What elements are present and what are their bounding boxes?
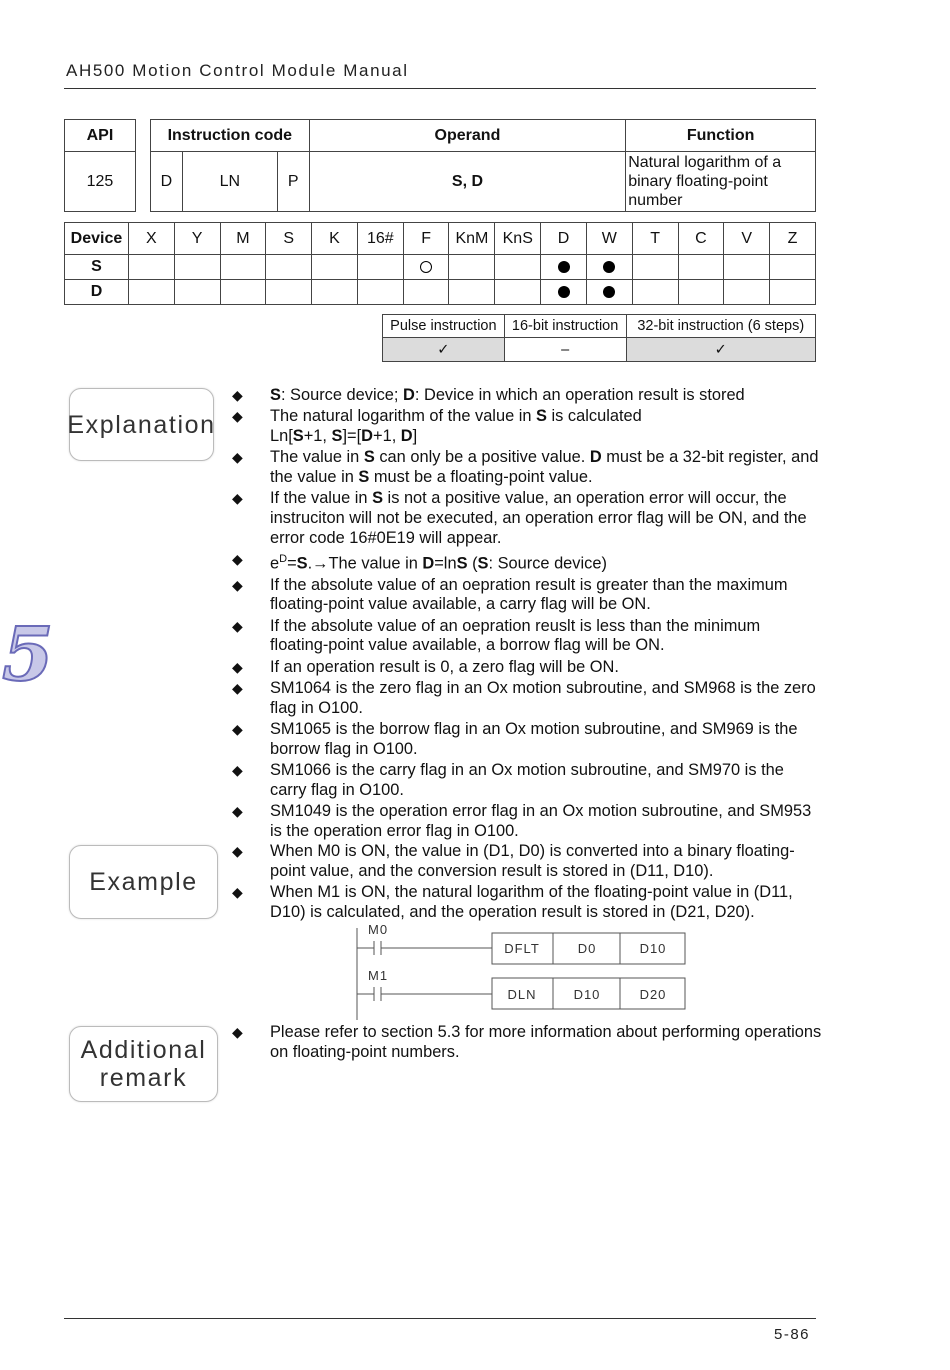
explanation-label-box (69, 388, 214, 461)
function-header: Function (626, 120, 816, 152)
circle-filled-icon (558, 286, 570, 298)
device-col-k: K (312, 223, 358, 255)
list-item: ◆ The natural logarithm of the value in S is calculated Ln[S+1, S]=[D+1, D] (232, 407, 642, 445)
example-list (232, 842, 822, 924)
device-col-v: V (724, 223, 770, 255)
list-item: ◆ Please refer to section 5.3 for more information about performing operations on floating-point numbers. (232, 1023, 822, 1061)
device-col-t: T (632, 223, 678, 255)
list-item: ◆ S: Source device; D: Device in which an operation result is stored (232, 386, 745, 404)
diamond-bullet-icon: ◆ (232, 658, 243, 675)
api-header: API (65, 120, 136, 152)
device-col-header: Device (65, 223, 129, 255)
diamond-bullet-icon: ◆ (232, 884, 243, 900)
explanation-label: Explanation (67, 410, 216, 439)
instruction-code-header: Instruction code (150, 120, 309, 152)
pulse-instruction-header: Pulse instruction (383, 315, 505, 338)
header-rule (64, 88, 816, 89)
ln-formula: Ln[S+1, S]=[D+1, D] (270, 427, 418, 445)
page-number: 5-86 (774, 1326, 811, 1343)
circle-filled-icon (603, 286, 615, 298)
ladder-diagram (340, 920, 700, 1025)
device-table (64, 222, 816, 305)
device-row-label: S (65, 255, 129, 280)
device-col-x: X (128, 223, 174, 255)
function-description: Natural logarithm of a binary floating-point number (626, 152, 816, 212)
list-item: ◆ SM1049 is the operation error flag in an Ox motion subroutine, and SM953 is the operation error flag in O100. (232, 802, 812, 840)
list-item: ◆ The value in S can only be a positive value. D must be a 32-bit register, and the value in S must be a floating-point value. (232, 448, 819, 486)
diamond-bullet-icon: ◆ (232, 490, 243, 507)
instr-dflt: DFLT (504, 941, 540, 956)
16bit-dash: – (504, 338, 626, 362)
device-col-knm: KnM (449, 223, 495, 255)
list-item: ◆ If an operation result is 0, a zero flag will be ON. (232, 657, 619, 676)
operand-header: Operand (309, 120, 626, 152)
device-col-c: C (678, 223, 724, 255)
device-header-row (65, 223, 816, 255)
32bit-instruction-header: 32-bit instruction (6 steps) (626, 315, 816, 338)
diamond-bullet-icon: ◆ (232, 843, 243, 859)
example-label: Example (89, 868, 198, 896)
device-row-s (65, 255, 816, 280)
list-item: ◆ If the value in S is not a positive value, an operation error will occur, the instruciton will not be executed, an operation error flag will be ON, and the error code 16#0E19 will appear. (232, 489, 807, 547)
api-number: 125 (65, 152, 136, 212)
device-col-kns: KnS (495, 223, 541, 255)
diamond-bullet-icon: ◆ (232, 803, 243, 820)
list-item: ◆ $e^D=S.\to The$ value in D=lnS (S: Source device) (232, 551, 607, 573)
suffix-p: P (277, 152, 309, 212)
chapter-number-tab: 5 (2, 612, 54, 698)
diamond-bullet-icon: ◆ (232, 408, 243, 425)
list-item: ◆ If the absolute value of an oepration result is greater than the maximum floating-point value available, a carry flag will be ON. (232, 575, 788, 614)
device-col-f: F (403, 223, 449, 255)
additional-remark-label-box (69, 1026, 218, 1102)
device-row-d (65, 280, 816, 305)
diamond-bullet-icon: ◆ (232, 1024, 243, 1040)
device-col-y: Y (174, 223, 220, 255)
circle-filled-icon (603, 261, 615, 273)
operand-d20: D20 (639, 987, 667, 1002)
16bit-instruction-header: 16-bit instruction (504, 315, 626, 338)
instruction-code: LN (182, 152, 277, 212)
example-label-box (69, 845, 218, 919)
diamond-bullet-icon: ◆ (232, 617, 243, 634)
table-gap (135, 120, 150, 212)
list-item: ◆ SM1064 is the zero flag in an Ox motion subroutine, and SM968 is the zero flag in O100. (232, 679, 816, 717)
diamond-bullet-icon: ◆ (232, 721, 243, 738)
device-row-label: D (65, 280, 129, 305)
device-col-s: S (266, 223, 312, 255)
additional-label-line1: Additional (80, 1036, 207, 1064)
device-col-m: M (220, 223, 266, 255)
list-item: ◆ SM1065 is the borrow flag in an Ox motion subroutine, and SM969 is the borrow flag in O100. (232, 720, 798, 758)
device-col-16: 16# (357, 223, 403, 255)
contact-m1-label: M1 (368, 968, 389, 983)
footer-rule (64, 1318, 816, 1319)
prefix-d: D (150, 152, 182, 212)
diamond-bullet-icon: ◆ (232, 387, 243, 403)
diamond-bullet-icon: ◆ (232, 762, 243, 779)
device-col-z: Z (770, 223, 816, 255)
operand-d10: D10 (639, 941, 667, 956)
instr-dln: DLN (507, 987, 537, 1002)
list-item: ◆ If the absolute value of an oepration reuslt is less than the minimum floating-point value available, a borrow flag will be ON. (232, 616, 761, 655)
list-item: ◆ SM1066 is the carry flag in an Ox motion subroutine, and SM970 is the carry flag in O100. (232, 761, 784, 799)
list-item: ◆ When M0 is ON, the value in (D1, D0) is converted into a binary floating-point value, and the conversion result is stored in (D11, D10). (232, 842, 795, 880)
pulse-check-icon: ✓ (383, 338, 505, 362)
api-table (64, 119, 816, 212)
list-item: ◆ When M1 is ON, the natural logarithm of the floating-point value in (D11, D10) is calculated, and the operation result is stored in (D21, D20). (232, 883, 793, 921)
diamond-bullet-icon: ◆ (232, 449, 243, 466)
circle-open-icon (420, 261, 432, 273)
operand-d10: D10 (573, 987, 601, 1002)
additional-label-line2: remark (99, 1064, 188, 1092)
device-col-d: D (541, 223, 587, 255)
operand-value: S, D (309, 152, 626, 212)
explanation-list (232, 386, 822, 843)
diamond-bullet-icon: ◆ (232, 680, 243, 697)
diamond-bullet-icon: ◆ (232, 576, 243, 593)
circle-filled-icon (558, 261, 570, 273)
contact-m0-label: M0 (368, 922, 389, 937)
diamond-bullet-icon: ◆ (232, 551, 243, 567)
operand-d0: D0 (577, 941, 597, 956)
32bit-check-icon: ✓ (626, 338, 816, 362)
manual-title: AH500 Motion Control Module Manual (66, 61, 409, 80)
device-col-w: W (586, 223, 632, 255)
instruction-type-table (382, 314, 816, 362)
additional-remark-list (232, 1023, 822, 1064)
